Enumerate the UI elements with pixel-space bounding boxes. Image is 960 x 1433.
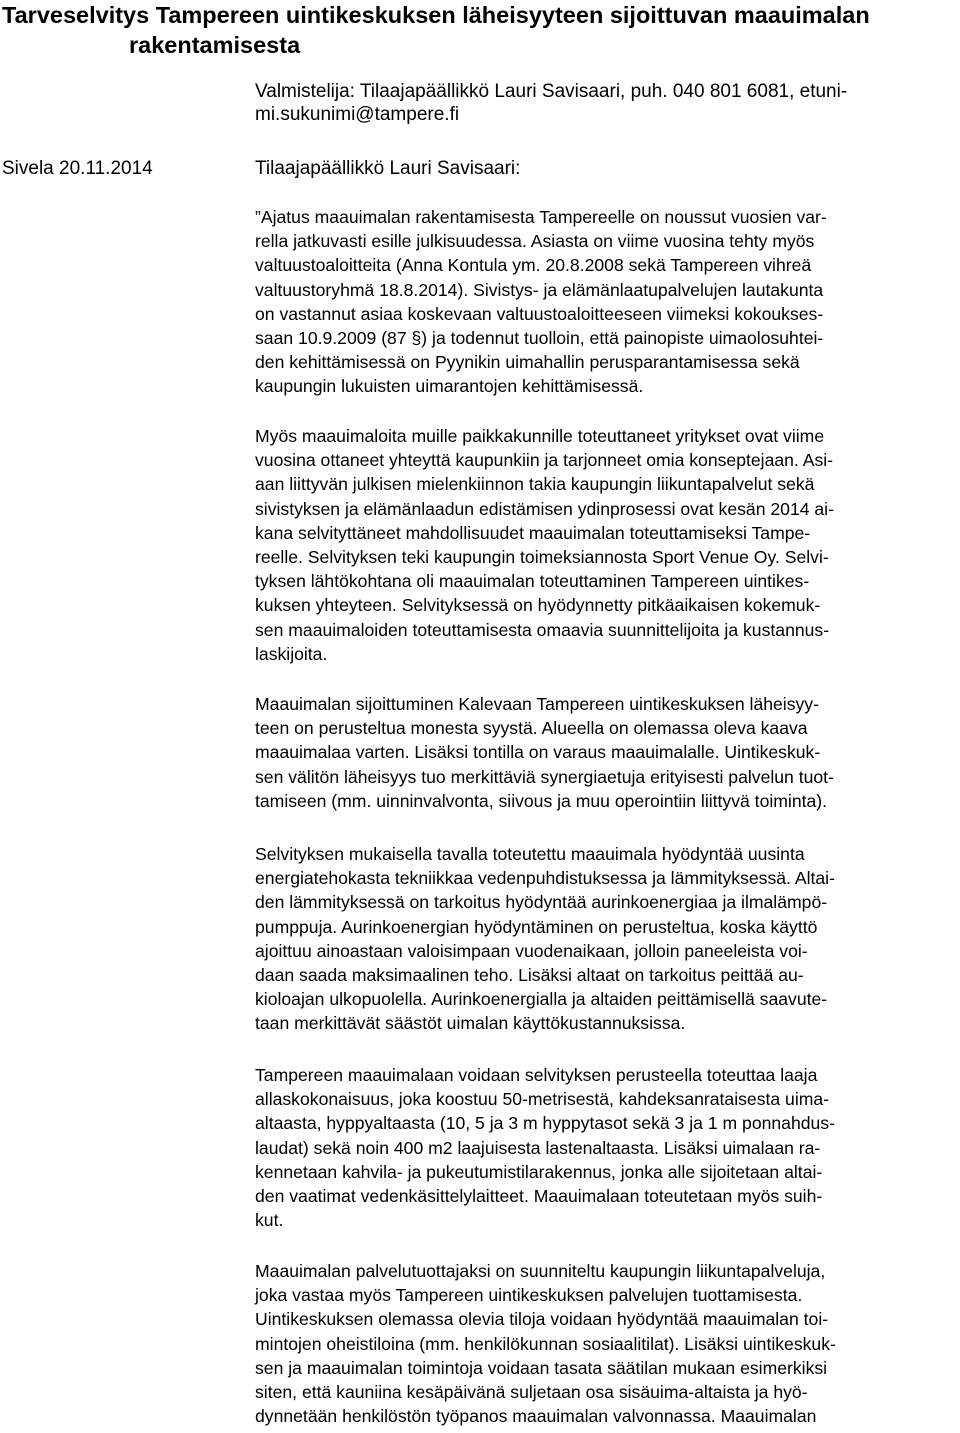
text-line: Maauimalan sijoittuminen Kalevaan Tampereen uintikeskuksen läheisyy- xyxy=(255,694,819,714)
text-line: siten, että kauniina kesäpäivänä suljetaan osa sisäuima-altaista ja hyö- xyxy=(255,1382,808,1403)
text-line: kana selvityttäneet mahdollisuudet maauimalan toteuttamiseksi Tampe- xyxy=(255,522,811,543)
text-line: pumppuja. Aurinkoenergian hyödyntäminen on perusteltua, koska käyttö xyxy=(255,916,818,937)
text-line: energiatehokasta tekniikkaa vedenpuhdistuksessa ja lämmityksessä. Altai- xyxy=(255,868,835,889)
preparer-line: Valmistelija: Tilaajapäällikkö Lauri Savisaari, puh. 040 801 6081, etuni- xyxy=(255,81,848,102)
title-line: Tarveselvitys Tampereen uintikeskuksen läheisyyteen sijoittuvan maauimalan xyxy=(2,2,870,28)
text-line: ajoittuu ainoastaan valoisimpaan vuodenaikaan, jolloin paneeleista voi- xyxy=(255,940,808,961)
text-line: Maauimalan palvelutuottajaksi on suunniteltu kaupungin liikuntapalveluja, xyxy=(255,1261,826,1281)
text-line: valtuustoaloitteita (Anna Kontula ym. 20.8.2008 sekä Tampereen vihreä xyxy=(255,255,812,276)
text-line: joka vastaa myös Tampereen uintikeskuksen palvelujen tuottamisesta. xyxy=(255,1285,803,1306)
text-line: kut. xyxy=(255,1210,284,1231)
text-line: dynnetään henkilöstön työpanos maauimalan valvonnassa. Maauimalan xyxy=(255,1406,817,1427)
text-line: aan liittyvän julkisen mielenkiinnon takia kaupungin liikuntapalvelut sekä xyxy=(255,474,815,495)
text-line: laskijoita. xyxy=(255,643,328,664)
text-line: taan merkittävät säästöt uimalan käyttökustannuksissa. xyxy=(255,1013,686,1034)
text-line: den vaatimat vedenkäsittelylaitteet. Maauimalaan toteutetaan myös suih- xyxy=(255,1186,823,1207)
text-line: teen on perusteltua monesta syystä. Alueella on olemassa oleva kaava xyxy=(255,718,808,739)
paragraph-service-provider xyxy=(255,1259,955,1428)
text-line: reelle. Selvityksen teki kaupungin toimeksiannosta Sport Venue Oy. Selvi- xyxy=(255,547,829,568)
text-line: rella jatkuvasti esille julkisuudessa. Asiasta on viime vuosina tehty myös xyxy=(255,231,815,252)
text-line: daan saada maksimaalinen teho. Lisäksi altaat on tarkoitus peittää au- xyxy=(255,965,804,986)
text-line: den kehittämisessä on Pyynikin uimahallin perusparantamisessa sekä xyxy=(255,352,800,373)
preparer-info xyxy=(255,80,955,126)
text-line: laudat) sekä noin 400 m2 laajuisesta lastenaltaasta. Lisäksi uimalaan ra- xyxy=(255,1137,821,1158)
text-line: kioloajan ulkopuolella. Aurinkoenergialla ja altaiden peittämisellä saavute- xyxy=(255,989,828,1010)
text-line: kaupungin lukuisten uimarantojen kehittämisessä. xyxy=(255,376,644,397)
text-line: Selvityksen mukaisella tavalla toteutettu maauimala hyödyntää uusinta xyxy=(255,844,805,864)
text-line: Tampereen maauimalaan voidaan selvityksen perusteella toteuttaa laaja xyxy=(255,1065,818,1085)
text-line: Uintikeskuksen olemassa olevia tiloja voidaan hyödyntää maauimalan toi- xyxy=(255,1309,829,1330)
document-title xyxy=(2,0,957,60)
text-line: sen ja maauimalan toimintoja voidaan tasata säätilan mukaan esimerkiksi xyxy=(255,1357,828,1378)
meeting-date: Sivela 20.11.2014 xyxy=(2,158,153,179)
text-line: sen välitön läheisyys tuo merkittäviä synergiaetuja erityisesti palvelun tuot- xyxy=(255,766,834,787)
text-line: tamiseen (mm. uinninvalvonta, siivous ja muu operointiin liittyvä toiminta). xyxy=(255,790,828,811)
text-line: den lämmityksessä on tarkoitus hyödyntää aurinkoenergiaa ja ilmalämpö- xyxy=(255,892,828,913)
text-line: kennetaan kahvila- ja pukeutumistilarakennus, jonka alle sijoitetaan altai- xyxy=(255,1161,823,1182)
text-line: ”Ajatus maauimalan rakentamisesta Tampereelle on noussut vuosien var- xyxy=(255,207,827,227)
paragraph-location xyxy=(255,692,955,813)
text-line: altaasta, hyppyaltaasta (10, 5 ja 3 m hyppytasot sekä 3 ja 1 m ponnahdus- xyxy=(255,1113,835,1134)
text-line: maauimalaa varten. Lisäksi tontilla on varaus maauimalalle. Uintikeskuk- xyxy=(255,742,821,763)
text-line: on vastannut asiaa koskevaan valtuustoaloitteeseen viimeksi kokoukses- xyxy=(255,303,824,324)
text-line: sen maauimaloiden toteuttamisesta omaavia suunnittelijoita ja kustannus- xyxy=(255,619,830,640)
text-line: allaskokonaisuus, joka koostuu 50-metrisestä, kahdeksanrataisesta uima- xyxy=(255,1089,830,1110)
paragraph-companies xyxy=(255,424,955,666)
text-line: saan 10.9.2009 (87 §) ja todennut tuolloin, että painopiste uimaolosuhtei- xyxy=(255,328,824,349)
title-line: rakentamisesta xyxy=(129,32,301,58)
text-line: kuksen yhteyteen. Selvityksessä on hyödynnetty pitkäaikaisen kokemuk- xyxy=(255,595,821,616)
text-line: sivistyksen ja elämänlaadun edistämisen ydinprosessi ovat kesän 2014 ai- xyxy=(255,498,834,519)
speaker-heading: Tilaajapäällikkö Lauri Savisaari: xyxy=(255,158,521,179)
paragraph-pools xyxy=(255,1063,955,1232)
text-line: valtuustoryhmä 18.8.2014). Sivistys- ja elämänlaatupalvelujen lautakunta xyxy=(255,279,824,300)
text-line: vuosina ottaneet yhteyttä kaupunkiin ja tarjonneet omia konseptejaan. Asi- xyxy=(255,450,834,471)
text-line: Myös maauimaloita muille paikkakunnille toteuttaneet yritykset ovat viime xyxy=(255,426,825,446)
text-line: mintojen oheistiloina (mm. henkilökunnan sosiaalitilat). Lisäksi uintikeskuk- xyxy=(255,1333,836,1354)
paragraph-energy xyxy=(255,842,955,1036)
text-line: tyksen lähtökohtana oli maauimalan toteuttaminen Tampereen uintikes- xyxy=(255,571,810,592)
paragraph-quote-intro xyxy=(255,205,955,399)
preparer-line: mi.sukunimi@tampere.fi xyxy=(255,104,460,125)
